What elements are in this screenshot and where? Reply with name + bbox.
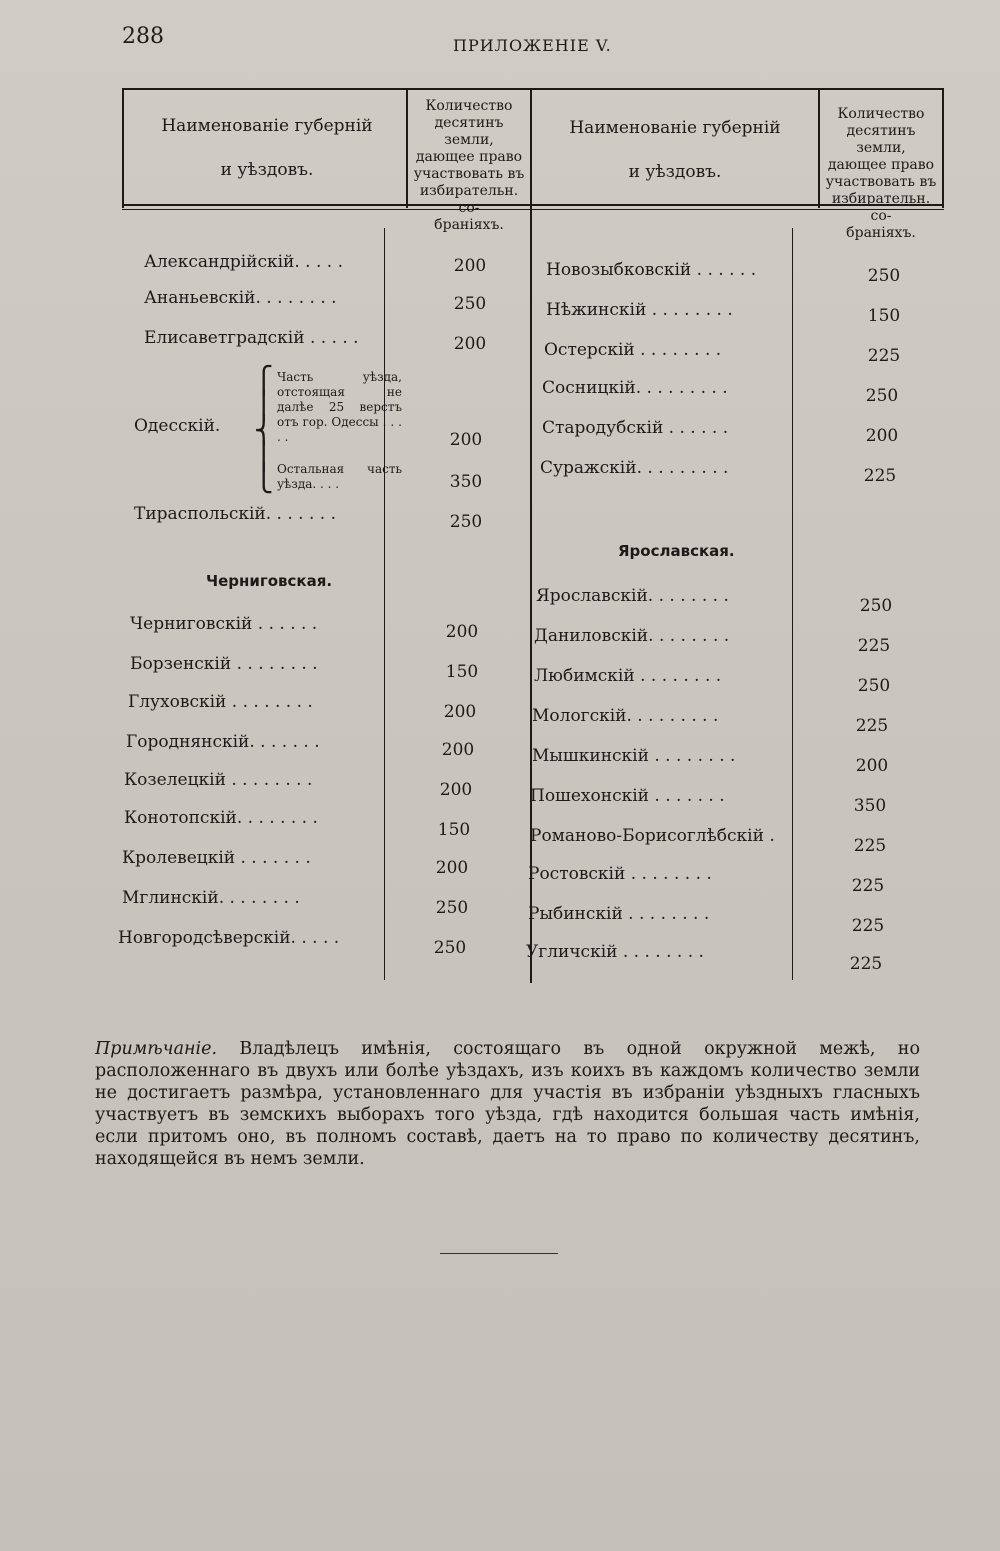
table-row-value: 250 xyxy=(867,266,901,286)
right-value-divider xyxy=(792,228,793,980)
odessa-part-remaining: Остальная часть уѣзда. . . . xyxy=(277,462,402,491)
right-name-header xyxy=(534,106,816,194)
table-row-name: Рыбинскій . . . . . . . . xyxy=(528,904,710,924)
table-row-value: 200 xyxy=(453,256,487,276)
table-row-value: 225 xyxy=(867,346,901,366)
table-row-value: 200 xyxy=(855,756,889,776)
table-row-name: Мышкинскій . . . . . . . . xyxy=(532,746,736,766)
table-top-rule xyxy=(122,88,944,90)
table-row-name: Ростовскій . . . . . . . . xyxy=(528,864,712,884)
header-name-line1: Наименованіе губерній xyxy=(569,118,781,138)
header-name-line2: и уѣздовъ. xyxy=(220,160,314,180)
qty-l3: дающее право xyxy=(415,149,523,165)
qty-l1: Количество xyxy=(837,106,925,122)
table-row-name: Стародубскій . . . . . . xyxy=(542,418,729,438)
table-row-name: Елисаветградскій . . . . . xyxy=(144,328,359,348)
col-divider-1 xyxy=(406,88,408,208)
page-number: 288 xyxy=(122,24,164,49)
table-row-value: 200 xyxy=(443,702,477,722)
table-row-value: 250 xyxy=(433,938,467,958)
odessa-label: Одесскій. xyxy=(134,416,221,436)
table-row-value: 200 xyxy=(439,780,473,800)
table-row-value: 250 xyxy=(453,294,487,314)
qty-l4: участвовать въ xyxy=(825,174,937,190)
table-row-value: 225 xyxy=(853,836,887,856)
odessa-part1-value: 200 xyxy=(449,430,483,450)
brace-mid1: ⎪ xyxy=(254,392,274,422)
table-row-value: 225 xyxy=(857,636,891,656)
table-row-value: 200 xyxy=(445,622,479,642)
section-chernigov: Черниговская. xyxy=(206,572,333,590)
table-row-value: 250 xyxy=(435,898,469,918)
odessa-part2-value: 350 xyxy=(449,472,483,492)
brace-mid: ⎨ xyxy=(254,416,274,446)
qty-l5: избирательн. со- xyxy=(831,191,931,224)
land-qualification-table xyxy=(118,88,944,983)
table-row-value: 250 xyxy=(449,512,483,532)
table-row-value: 250 xyxy=(865,386,899,406)
qty-l2: десятинъ земли, xyxy=(434,115,504,148)
table-row-name: Остерскій . . . . . . . . xyxy=(544,340,722,360)
table-row-value: 225 xyxy=(851,916,885,936)
brace-top: ⎧ xyxy=(254,366,274,396)
table-row-name: Новгородсѣверскій. . . . . xyxy=(118,928,340,948)
qty-l2: десятинъ земли, xyxy=(846,123,916,156)
table-row-name: Пошехонскій . . . . . . . xyxy=(530,786,725,806)
table-row-value: 225 xyxy=(851,876,885,896)
table-row-name: Кролевецкій . . . . . . . xyxy=(122,848,311,868)
table-row-name: Нѣжинскій . . . . . . . . xyxy=(546,300,733,320)
col-divider-3 xyxy=(818,88,820,208)
table-row-value: 200 xyxy=(865,426,899,446)
table-row-name: Александрійскій. . . . . xyxy=(144,252,344,272)
table-row-value: 225 xyxy=(849,954,883,974)
table-row-value: 350 xyxy=(853,796,887,816)
section-yaroslavl: Ярославская. xyxy=(618,542,735,560)
table-row-value: 150 xyxy=(867,306,901,326)
qty-l4: участвовать въ xyxy=(413,166,525,182)
table-row-name: Новозыбковскій . . . . . . xyxy=(546,260,757,280)
qty-l1: Количество xyxy=(425,98,513,114)
header-name-line2: и уѣздовъ. xyxy=(628,162,722,182)
right-qty-header xyxy=(821,106,941,242)
table-row-name: Черниговскій . . . . . . xyxy=(130,614,318,634)
table-row-name: Суражскій. . . . . . . . . xyxy=(540,458,729,478)
table-row-value: 250 xyxy=(857,676,891,696)
table-row-name: Городнянскій. . . . . . . xyxy=(126,732,320,752)
note-text: Владѣлецъ имѣнія, состоящаго въ одной окружной межѣ, но расположеннаго въ двухъ или болѣе уѣздахъ, изъ коихъ въ каждомъ количество земли не достигаетъ размѣра, установленнаго для участія въ избраніи уѣздныхъ гласныхъ участвуетъ въ земскихъ выборахъ того уѣзда, гдѣ находится большая часть имѣнія, если притомъ оно, въ полномъ составѣ, даетъ на то право по количеству десятинъ, находящейся въ немъ земли. xyxy=(95,1039,920,1169)
right-border xyxy=(942,88,944,208)
table-row-name: Ананьевскій. . . . . . . . xyxy=(144,288,337,308)
running-title: ПРИЛОЖЕНІЕ V. xyxy=(453,36,612,55)
table-row-value: 225 xyxy=(855,716,889,736)
table-row-name: Ярославскій. . . . . . . . xyxy=(536,586,729,606)
table-row-name: Угличскій . . . . . . . . xyxy=(526,942,704,962)
table-row-value: 225 xyxy=(863,466,897,486)
table-row-name: Козелецкій . . . . . . . . xyxy=(124,770,313,790)
odessa-part-near-city: Часть уѣзда, отстоящая не далѣе 25 верстъ отъ гор. Одессы . . . . . xyxy=(277,370,402,444)
end-rule xyxy=(440,1253,558,1254)
table-row-value: 150 xyxy=(437,820,471,840)
table-row-name: Даниловскій. . . . . . . . xyxy=(534,626,730,646)
table-row-value: 250 xyxy=(859,596,893,616)
table-row-value: 200 xyxy=(453,334,487,354)
table-row-name: Борзенскій . . . . . . . . xyxy=(130,654,318,674)
table-row-name: Тираспольскій. . . . . . . xyxy=(134,504,336,524)
left-border xyxy=(122,88,124,208)
qty-l6: браніяхъ. xyxy=(434,217,504,233)
qty-l6: браніяхъ. xyxy=(846,225,916,241)
table-row-value: 150 xyxy=(445,662,479,682)
note-lead: Примѣчаніе. xyxy=(95,1039,218,1059)
table-row-name: Сосницкій. . . . . . . . . xyxy=(542,378,728,398)
brace-bottom: ⎩ xyxy=(254,464,274,494)
left-name-header xyxy=(132,104,402,192)
center-divider xyxy=(530,88,532,983)
table-row-value: 200 xyxy=(441,740,475,760)
qty-l3: дающее право xyxy=(827,157,935,173)
left-qty-header xyxy=(409,98,529,234)
table-row-name: Глуховскій . . . . . . . . xyxy=(128,692,313,712)
table-row-name: Романово-Борисоглѣбскій . xyxy=(530,826,775,846)
left-value-divider xyxy=(384,228,385,980)
table-row-name: Любимскій . . . . . . . . xyxy=(534,666,722,686)
qty-l5: избирательн. со- xyxy=(419,183,519,216)
table-row-value: 200 xyxy=(435,858,469,878)
table-row-name: Мологскій. . . . . . . . . xyxy=(532,706,719,726)
header-name-line1: Наименованіе губерній xyxy=(161,116,373,136)
brace-mid2: ⎪ xyxy=(254,442,274,472)
table-row-name: Мглинскій. . . . . . . . xyxy=(122,888,300,908)
footnote xyxy=(95,1038,920,1170)
table-row-name: Конотопскій. . . . . . . . xyxy=(124,808,318,828)
